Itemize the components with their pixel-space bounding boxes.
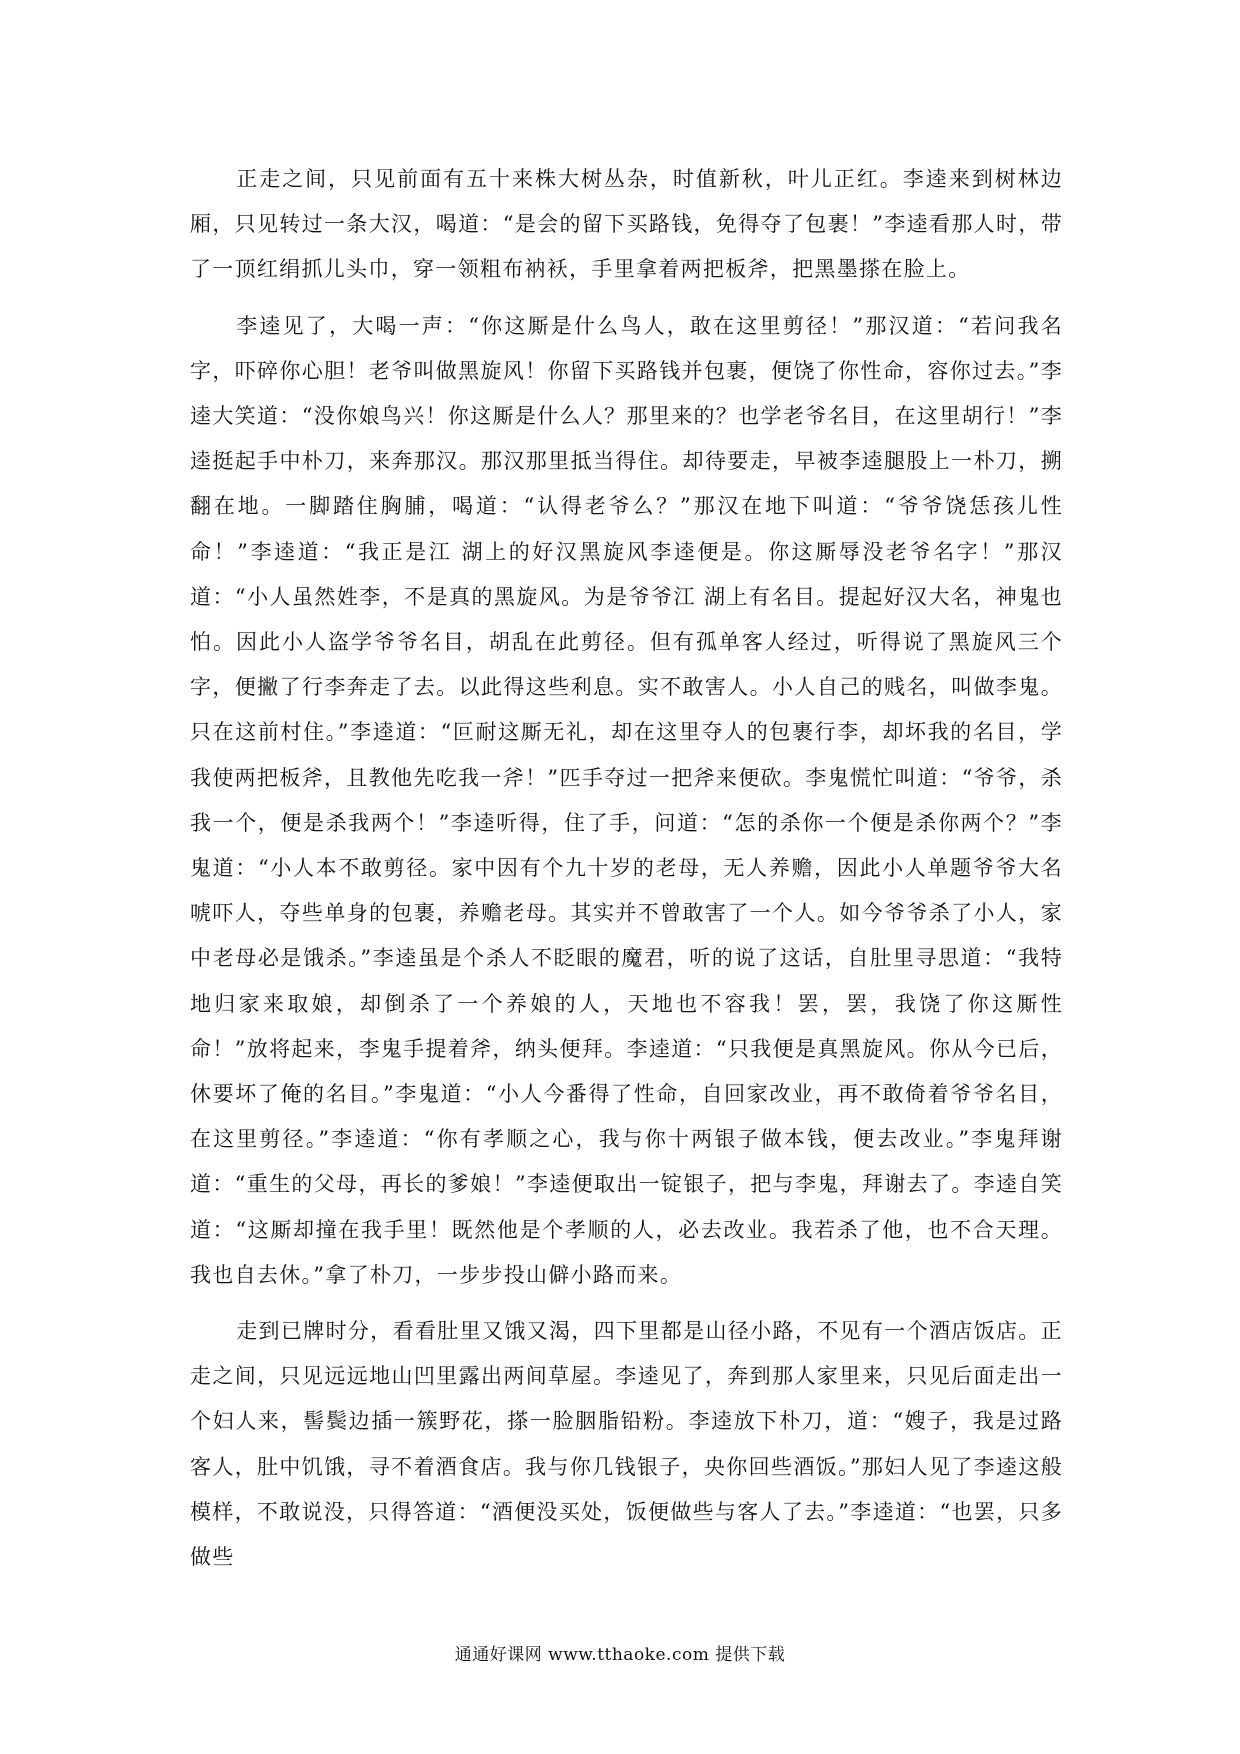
paragraph-3: 走到已牌时分，看看肚里又饿又渴，四下里都是山径小路，不见有一个酒店饭店。正走之间，只见远远地山凹里露出两间草屋。李逵见了，奔到那人家里来，只见后面走出一个妇人来，髻鬓边插一簇野花，搽一脸胭脂铅粉。李逵放下朴刀，道：“嫂子，我是过路客人，肚中饥饿，寻不着酒食店。我与你几钱银子，央你回些酒饭。”那妇人见了李逵这般模样，不敢说没，只得答道：“酒便没买处，饭便做些与客人了去。”李逵道：“也罢，只多做些 (190, 1319, 1064, 1570)
paragraph-1: 正走之间，只见前面有五十来株大树丛杂，时值新秋，叶儿正红。李逵来到树林边厢，只见转过一条大汉，喝道：“是会的留下买路钱，免得夺了包裹！”李逵看那人时，带了一顶红绢抓儿头巾，穿一领粗布衲袄，手里拿着两把板斧，把黑墨搽在脸上。 (190, 167, 1063, 282)
document-body (190, 157, 1063, 1580)
page-footer: 通通好课网 www.tthaoke.com 提供下载 (454, 1645, 786, 1665)
paragraph-2: 李逵见了，大喝一声：“你这厮是什么鸟人，敢在这里剪径！”那汉道：“若问我名字，吓碎你心胆！老爷叫做黑旋风！你留下买路钱并包裹，便饶了你性命，容你过去。”李逵大笑道：“没你娘鸟兴！你这厮是什么人？那里来的？也学老爷名目，在这里胡行！”李逵挺起手中朴刀，来奔那汉。那汉那里抵当得住。却待要走，早被李逵腿股上一朴刀，搠翻在地。一脚踏住胸脯，喝道：“认得老爷么？”那汉在地下叫道：“爷爷饶恁孩儿性命！”李逵道：“我正是江 湖上的好汉黑旋风李逵便是。你这厮辱没老爷名字！”那汉道：“小人虽然姓李，不是真的黑旋风。为是爷爷江 湖上有名目。提起好汉大名，神鬼也怕。因此小人盗学爷爷名目，胡乱在此剪径。但有孤单客人经过，听得说了黑旋风三个字，便撇了行李奔走了去。以此得这些利息。实不敢害人。小人自己的贱名，叫做李鬼。只在这前村住。”李逵道：“叵耐这厮无礼，却在这里夺人的包裹行李，却坏我的名目，学我使两把板斧，且教他先吃我一斧！”匹手夺过一把斧来便砍。李鬼慌忙叫道：“爷爷，杀我一个，便是杀我两个！”李逵听得，住了手，问道：“怎的杀你一个便是杀你两个？”李鬼道：“小人本不敢剪径。家中因有个九十岁的老母，无人养赡，因此小人单题爷爷大名唬吓人，夺些单身的包裹，养赡老母。其实并不曾敢害了一个人。如今爷爷杀了小人，家中老母必是饿杀。”李逵虽是个杀人不眨眼的魔君，听的说了这话，自肚里寻思道：“我特地归家来取娘，却倒杀了一个养娘的人，天地也不容我！罢，罢，我饶了你这厮性命！”放将起来，李鬼手提着斧，纳头便拜。李逵道：“只我便是真黑旋风。你从今已后，休要坏了俺的名目。”李鬼道：“小人今番得了性命，自回家改业，再不敢倚着爷爷名目，在这里剪径。”李逵道：“你有孝顺之心，我与你十两银子做本钱，便去改业。”李鬼拜谢道：“重生的父母，再长的爹娘！”李逵便取出一锭银子，把与李鬼，拜谢去了。李逵自笑道：“这厮却撞在我手里！既然他是个孝顺的人，必去改业。我若杀了他，也不合天理。我也自去休。”拿了朴刀，一步步投山僻小路而来。 (190, 313, 1063, 1287)
